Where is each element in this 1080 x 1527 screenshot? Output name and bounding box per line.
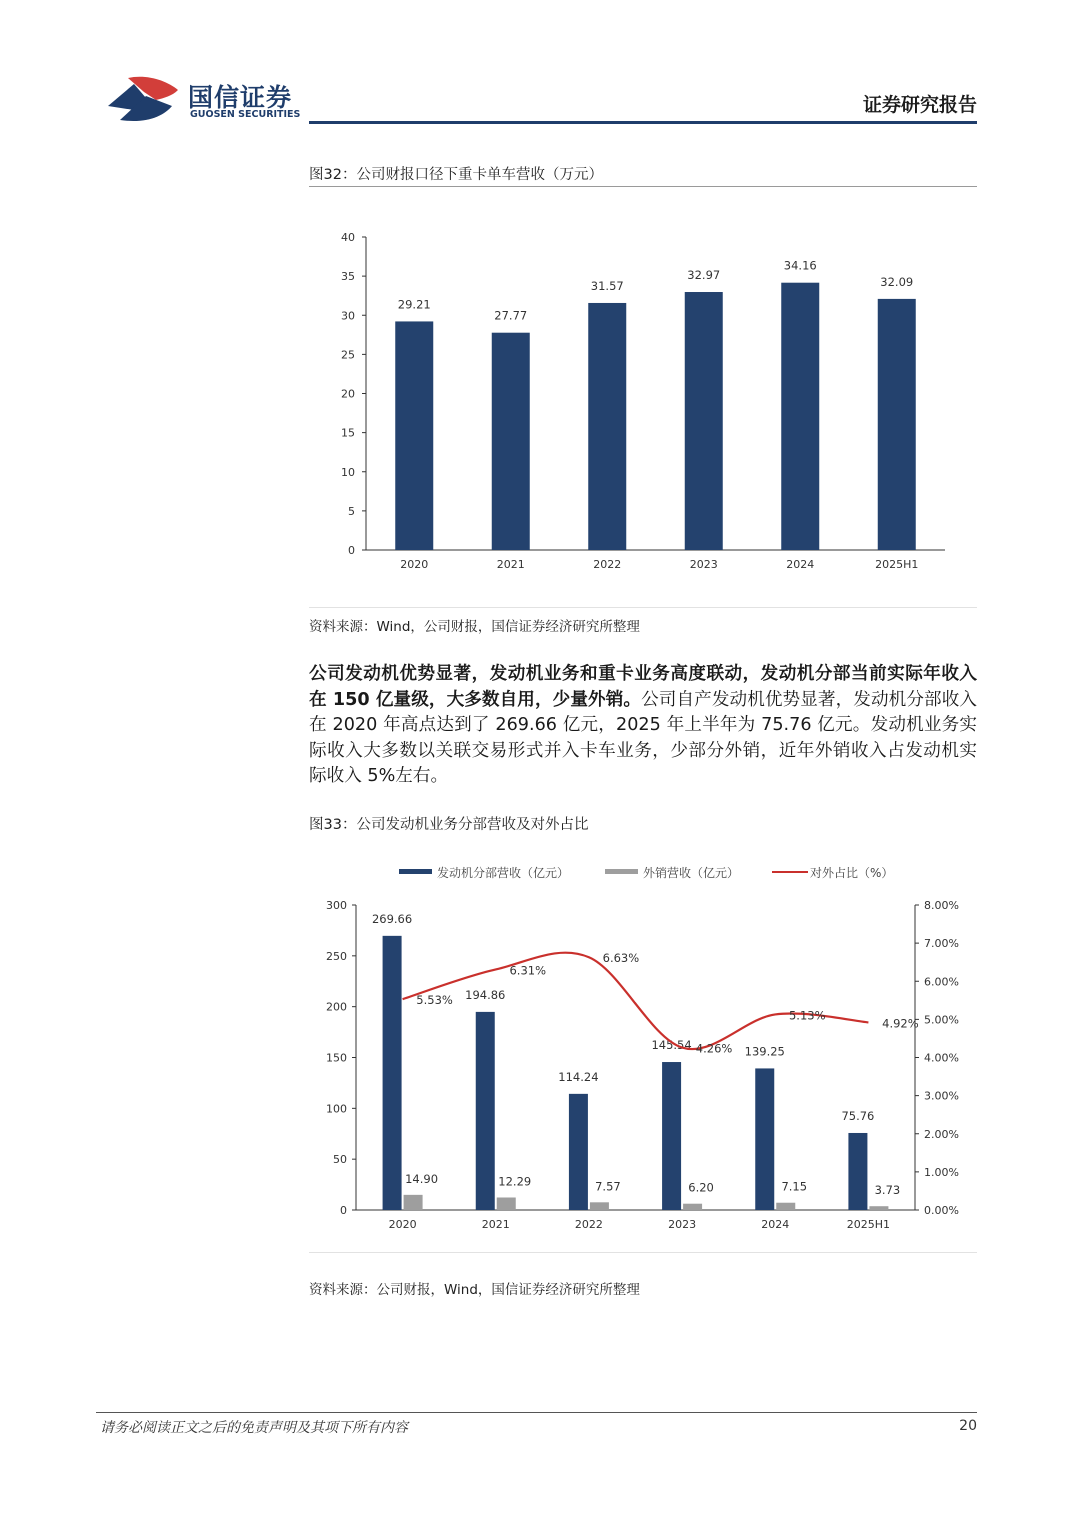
bar-engine-revenue (569, 1094, 588, 1210)
data-label: 32.97 (687, 268, 721, 283)
x-tick-label: 2023 (668, 1218, 697, 1231)
left-tick-label: 0 (340, 1204, 347, 1217)
bar-external-revenue (497, 1198, 516, 1210)
figure32-title-rule (309, 186, 977, 187)
bar-engine-revenue (755, 1068, 774, 1210)
data-label-external-revenue: 12.29 (498, 1174, 532, 1189)
header-rule (309, 121, 977, 124)
data-label-engine-revenue: 114.24 (558, 1069, 599, 1084)
x-tick-label: 2020 (388, 1218, 417, 1231)
brand-name-cn: 国信证券 (188, 83, 293, 112)
y-tick-label: 10 (341, 465, 355, 479)
data-label: 32.09 (880, 274, 914, 289)
y-tick-label: 40 (341, 231, 355, 244)
bar-engine-revenue (662, 1062, 681, 1210)
data-label-engine-revenue: 139.25 (744, 1044, 785, 1059)
data-label: 31.57 (590, 278, 624, 293)
bar-external-revenue (590, 1202, 609, 1210)
data-label: 29.21 (397, 297, 431, 312)
figure32-bar-chart (309, 190, 977, 600)
data-label-external-share: 4.26% (695, 1041, 733, 1056)
right-tick-label: 2.00% (924, 1127, 959, 1141)
bar-external-revenue (683, 1204, 702, 1210)
x-tick-label: 2025H1 (846, 1218, 891, 1231)
figure32-source: 资料来源：Wind，公司财报，国信证券经济研究所整理 (309, 619, 640, 635)
figure33-source: 资料来源：公司财报，Wind，国信证券经济研究所整理 (309, 1282, 640, 1298)
paragraph-lead: 公司发动机优势显著，发动机业务和重卡业务高度联动，发动机分部当前实际年收入在 150 亿量级，大多数自用，少量外销。 (309, 664, 977, 710)
y-tick-label: 20 (341, 387, 355, 401)
y-tick-label: 15 (341, 426, 355, 440)
right-tick-label: 7.00% (924, 937, 959, 951)
right-tick-label: 1.00% (924, 1165, 959, 1179)
data-label-external-share: 5.13% (788, 1008, 826, 1023)
data-label: 34.16 (783, 258, 817, 273)
bar-external-revenue (776, 1203, 795, 1210)
y-tick-label: 35 (341, 270, 355, 284)
data-label-external-share: 6.63% (602, 951, 640, 966)
data-label-external-revenue: 7.15 (781, 1179, 808, 1194)
legend-label: 发动机分部营收（亿元） (437, 866, 570, 880)
left-tick-label: 200 (326, 1000, 347, 1014)
right-tick-label: 4.00% (924, 1051, 959, 1065)
x-tick-label: 2022 (593, 558, 622, 571)
x-tick-label: 2024 (786, 558, 815, 571)
legend-swatch (399, 869, 432, 874)
legend-label: 外销营收（亿元） (643, 866, 740, 880)
left-tick-label: 150 (326, 1051, 347, 1065)
left-tick-label: 250 (326, 949, 347, 963)
data-label-engine-revenue: 194.86 (465, 987, 506, 1002)
right-tick-label: 6.00% (924, 975, 959, 989)
x-tick-label: 2022 (574, 1218, 603, 1231)
bar-engine-revenue (848, 1133, 867, 1210)
data-label-engine-revenue: 269.66 (371, 911, 413, 926)
figure32-title: 图32：公司财报口径下重卡单车营收（万元） (309, 167, 603, 183)
bar-engine-revenue (476, 1012, 495, 1210)
page-number: 20 (959, 1418, 977, 1434)
right-tick-label: 0.00% (924, 1204, 959, 1217)
figure32-source-rule (309, 607, 977, 608)
footer-disclaimer: 请务必阅读正文之后的免责声明及其项下所有内容 (100, 1420, 408, 1436)
data-label-external-share: 4.92% (882, 1016, 919, 1031)
data-label-external-share: 6.31% (509, 963, 547, 978)
bar (781, 283, 819, 550)
x-tick-label: 2021 (496, 558, 525, 571)
y-tick-label: 30 (341, 309, 355, 323)
bar-external-revenue (404, 1195, 423, 1210)
bar (492, 333, 530, 550)
guosen-logo (106, 76, 181, 126)
paragraph-body: 公司自产发动机优势显著，发动机分部收入在 2020 年高点达到了 269.66 亿元，2025 年上半年为 75.76 亿元。发动机业务实际收入大多数以关联交易形式并入卡车业务，少部分外销，近年外销收入占发动机实际收入 5%左右。 (309, 689, 977, 786)
x-tick-label: 2023 (689, 558, 718, 571)
data-label: 27.77 (494, 308, 528, 323)
report-type-label: 证券研究报告 (862, 94, 977, 116)
figure33-title: 图33：公司发动机业务分部营收及对外占比 (309, 817, 589, 833)
bar (878, 299, 916, 550)
x-tick-label: 2024 (761, 1218, 790, 1231)
right-tick-label: 5.00% (924, 1013, 959, 1027)
bar (685, 292, 723, 550)
data-label-external-revenue: 7.57 (595, 1179, 621, 1194)
left-tick-label: 300 (326, 899, 347, 912)
bar-engine-revenue (383, 936, 402, 1210)
data-label-external-revenue: 6.20 (688, 1180, 714, 1195)
figure33-source-rule (309, 1252, 977, 1253)
footer-rule (96, 1412, 977, 1413)
bar (395, 321, 433, 550)
bar-external-revenue (869, 1206, 888, 1210)
data-label-engine-revenue: 145.54 (651, 1038, 692, 1053)
left-tick-label: 100 (326, 1102, 347, 1116)
data-label-external-revenue: 3.73 (874, 1183, 901, 1198)
data-label-external-share: 5.53% (416, 993, 453, 1008)
data-label-engine-revenue: 75.76 (841, 1108, 875, 1123)
x-tick-label: 2021 (481, 1218, 510, 1231)
legend-swatch (605, 869, 638, 874)
left-tick-label: 50 (333, 1153, 347, 1167)
x-tick-label: 2020 (400, 558, 429, 571)
brand-name-en: GUOSEN SECURITIES (190, 109, 301, 120)
right-tick-label: 3.00% (924, 1089, 959, 1103)
right-tick-label: 8.00% (924, 899, 959, 912)
data-label-external-revenue: 14.90 (405, 1171, 439, 1186)
y-tick-label: 0 (348, 544, 355, 557)
y-tick-label: 25 (341, 348, 355, 362)
body-paragraph (309, 662, 977, 790)
figure33-combo-chart (309, 850, 977, 1250)
y-tick-label: 5 (348, 504, 355, 518)
bar (588, 303, 626, 550)
legend-label: 对外占比（%） (810, 866, 894, 880)
x-tick-label: 2025H1 (875, 558, 919, 571)
